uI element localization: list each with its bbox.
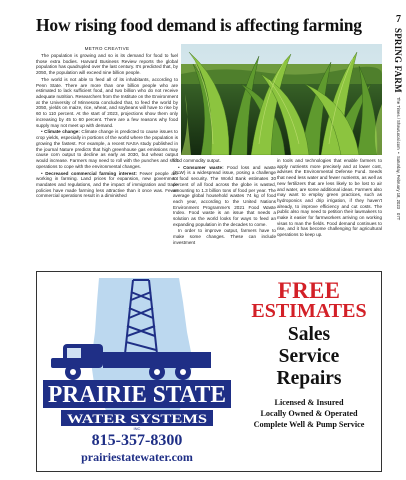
ad-phone-number[interactable]: 815-357-8300 <box>91 432 183 449</box>
ad-offer-panel <box>235 272 382 472</box>
ad-service-service: Service <box>278 346 340 367</box>
brand-name: PRAIRIE STATE <box>48 382 226 408</box>
article-headline: How rising food demand is affecting farming <box>36 15 362 35</box>
prairie-state-water-ad[interactable] <box>36 271 382 472</box>
article-column-1 <box>36 46 178 268</box>
paragraph: In order to improve output, farmers have to make some changes. These can include investment <box>173 228 276 245</box>
ad-service-repairs: Repairs <box>276 368 342 389</box>
paragraph: food commodity output. <box>173 158 221 163</box>
publication-name: The Times / ShawLocal.com <box>396 96 401 150</box>
ad-tagline-pump: Complete Well & Pump Service <box>253 420 365 429</box>
ad-website-link[interactable]: prairiestatewater.com <box>81 450 193 464</box>
article-column-3 <box>277 158 382 268</box>
ad-service-sales: Sales <box>287 324 331 345</box>
corn-leaves-image <box>181 44 382 155</box>
ad-tagline-owned: Locally Owned & Operated <box>260 409 358 418</box>
paragraph: in tools and technologies that enable farmers to apply nutrients more precisely and at lower cost, advises the Environmental Defense Fund. Seeds that need less water and fewer nutrients, as well as new fertilizers that are less likely to be lost to air and water, are some additional ideas. Farmers also may want to employ green practices, such as hydroponics and drip irrigation, if they haven't already, to improve efficiency and cut costs. The public also may need to petition their lawmakers to make it easier for farmworkers arriving on working visas to man the fields. Food demand continues to rise, and it has become challenging for agricultural operations to keep up. <box>277 158 382 238</box>
paragraph: • Climate change: Climate change is predicted to cause issues to crop yields, especially in portions of the world where the population is growing the fastest. For example, a recent NASA study published in the journal Nature predicts that high greenhouse gas emissions may cause corn output to decline as early as 2030, but wheat output would increase. Farmers may need to roll with the punches and shift operations to cope with the environmental changes. <box>36 129 178 169</box>
section-folio: SPRING FARM The Times / ShawLocal.com • Saturday, February 18, 2023 07T <box>393 28 403 221</box>
ad-free-heading: FREE <box>277 278 341 303</box>
article-column-2 <box>173 158 276 268</box>
section-name: SPRING FARM <box>393 28 403 93</box>
paragraph: • Decreased commercial farming interest: Fewer people are working in farming. Land prices for expansion, new government mandates and regulations, and the impact of immigration and trade policies have made farming less attractive than it once was. Fewer commercial operations result in a diminished <box>36 170 178 199</box>
article-byline: METRO CREATIVE <box>84 46 130 51</box>
page-margin-strip <box>386 0 406 480</box>
brand-inc: INC <box>133 426 141 431</box>
paragraph: The population is growing and so is its demand for food to fuel those extra bodies. Harvard Business Review reports the global population has quadrupled over the last century. It's predicted that, by 2050, the population will exceed nine billion people. <box>36 52 178 75</box>
brand-subtitle: WATER SYSTEMS <box>67 411 207 426</box>
corn-field-photo <box>181 44 382 155</box>
paragraph: The world is not able to feed all of its inhabitants, according to Penn State. There are more than one billion people who are estimated to lack sufficient food, and two billion who do not receive adequate nutrition. Researchers from the Institute on the Environment at the University of Minnesota concluded that, to feed the world by 2050, yields on maize, rice, wheat, and soybeans will have to rise by 60 to 110 percent. At the start of 2023, projections show them only increasing by 45 to 60 percent. There are a few reasons why food supply may not meet up with demand. <box>36 76 178 128</box>
ad-tagline-licensed: Licensed & Insured <box>274 398 344 407</box>
page-code: 07T <box>396 213 401 221</box>
paragraph: • Consumer waste: Food loss and waste (FLW) is a widespread issue, posing a challenge to food security. The World Bank estimates 30 percent of all food across the globe is wasted, amounting to 1.3 billion tons of food per year. The average global household wastes 74 kg of food each year, according to the United Nations Environment Programme's 2021 Food Waste Index. Food waste is an issue that needs a solution as the world looks for ways to feed an expanding population in the decades to come. <box>173 164 276 227</box>
page-number: 7 <box>396 14 401 25</box>
issue-date: Saturday, February 18, 2023 <box>396 155 401 209</box>
ad-estimates-heading: ESTIMATES <box>251 300 367 322</box>
